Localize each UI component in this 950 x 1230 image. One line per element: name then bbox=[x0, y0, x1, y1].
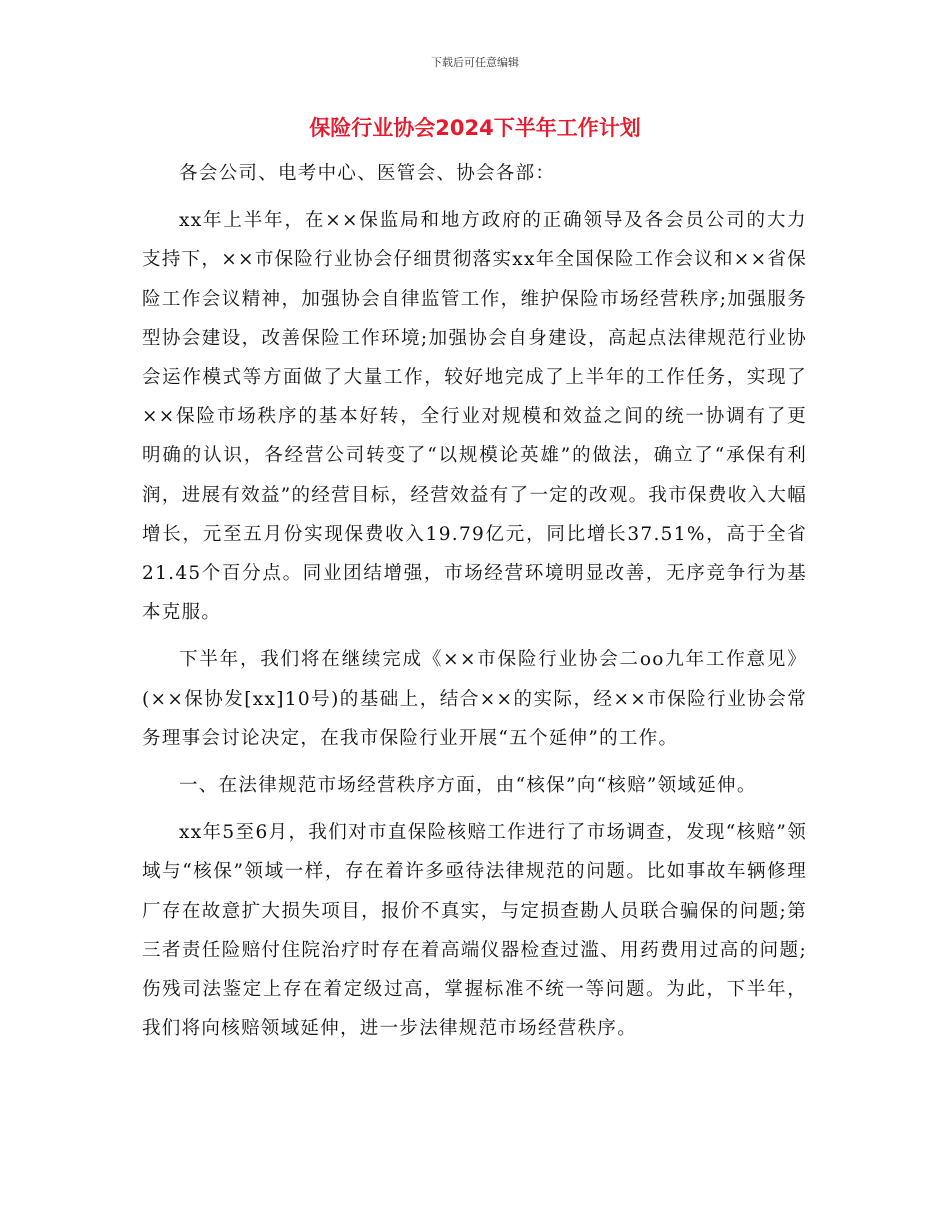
header-note: 下载后可任意编辑 bbox=[431, 56, 519, 69]
body-paragraph: 下半年，我们将在继续完成《××市保险行业协会二oo九年工作意见》(××保协发[xx]10号)的基础上，结合××的实际，经××市保险行业协会常务理事会讨论决定，在我市保险行业开展“五个延伸”的工作。 bbox=[142, 649, 807, 749]
section-heading-paragraph: 一、在法律规范市场经营秩序方面，由“核保”向“核赔”领域延伸。 bbox=[179, 775, 757, 797]
document-title: 保险行业协会2024下半年工作计划 bbox=[309, 116, 641, 140]
document-body bbox=[142, 154, 807, 1056]
body-paragraph: xx年上半年，在××保监局和地方政府的正确领导及各会员公司的大力支持下，××市保险行业协会仔细贯彻落实xx年全国保险工作会议和××省保险工作会议精神，加强协会自律监管工作，维护保险市场经营秩序;加强服务型协会建设，改善保险工作环境;加强协会自身建设，高起点法律规范行业协会运作模式等方面做了大量工作，较好地完成了上半年的工作任务，实现了××保险市场秩序的基本好转，全行业对规模和效益之间的统一协调有了更明确的认识，各经营公司转变了“以规模论英雄”的做法，确立了“承保有利润，进展有效益”的经营目标，经营效益有了一定的改观。我市保费收入大幅增长，元至五月份实现保费收入19.79亿元，同比增长37.51%，高于全省21.45个百分点。同业团结增强，市场经营环境明显改善，无序竞争行为基本克服。 bbox=[142, 210, 807, 624]
body-paragraph: xx年5至6月，我们对市直保险核赔工作进行了市场调查，发现“核赔”领域与“核保”领域一样，存在着许多亟待法律规范的问题。比如事故车辆修理厂存在故意扩大损失项目，报价不真实，与定损查勘人员联合骗保的问题;第三者责任险赔付住院治疗时存在着高端仪器检查过滥、用药费用过高的问题;伤残司法鉴定上存在着定级过高，掌握标准不统一等问题。为此，下半年，我们将向核赔领域延伸，进一步法律规范市场经营秩序。 bbox=[142, 822, 807, 1040]
salutation-paragraph: 各会公司、电考中心、医管会、协会各部： bbox=[179, 163, 556, 184]
